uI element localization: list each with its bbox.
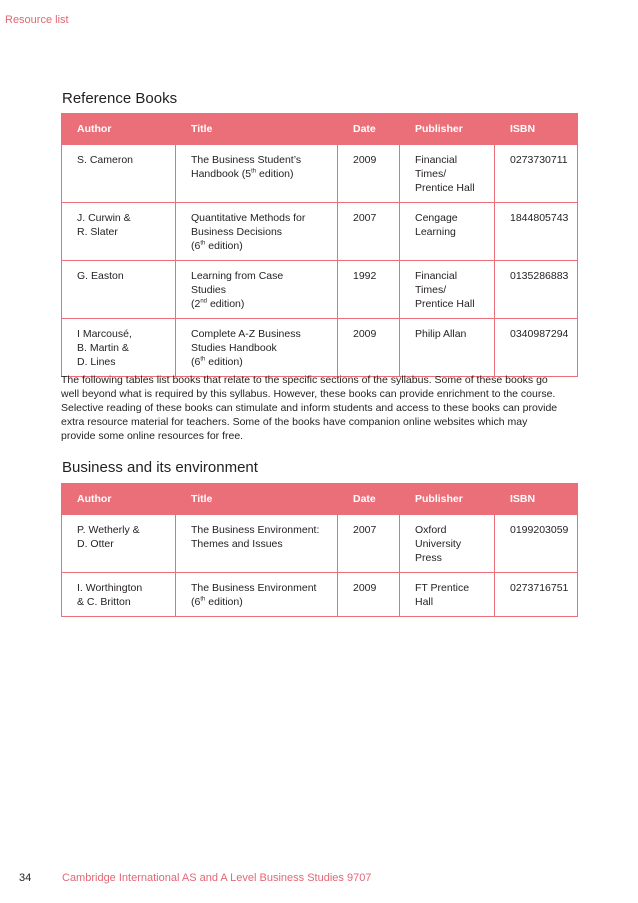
publisher-line: Times/ (415, 168, 447, 180)
title-line (191, 283, 333, 297)
page-number: 34 (19, 872, 32, 884)
paragraph-line: well beyond what is required by this syllabus. However, these books can provide enrichment to the course. (61, 388, 556, 400)
table-row (62, 203, 578, 261)
author-line: B. Martin & (77, 342, 129, 354)
paragraph-line: The following tables list books that relate to the specific sections of the syllabus. Some of these books go (61, 374, 548, 386)
footer-publication-title: Cambridge International AS and A Level Business Studies 9707 (62, 872, 372, 884)
edition-ordinal: th (251, 168, 257, 175)
title-text: The Business Student’s (191, 154, 302, 166)
title-line (191, 297, 333, 311)
author-line: P. Wetherly & (77, 524, 140, 536)
date-cell: 2007 (338, 515, 400, 573)
title-line (191, 153, 333, 167)
title-text-after: edition) (205, 356, 243, 368)
title-text-after: edition) (205, 596, 243, 608)
table-row (62, 319, 578, 377)
isbn-cell: 1844805743 (495, 203, 578, 261)
column-header: Date (338, 484, 400, 515)
date-cell: 2009 (338, 573, 400, 617)
publisher-line: Oxford (415, 524, 447, 536)
title-cell (176, 319, 338, 377)
author-cell (62, 319, 176, 377)
title-cell (176, 573, 338, 617)
author-cell (62, 145, 176, 203)
isbn-cell: 0135286883 (495, 261, 578, 319)
column-header: Publisher (400, 484, 495, 515)
column-header: Date (338, 114, 400, 145)
table-header-row (62, 114, 578, 145)
paragraph-line: extra resource material for teachers. Some of the books have companion online websites which may (61, 416, 528, 428)
publisher-line: Financial (415, 270, 458, 282)
author-cell (62, 203, 176, 261)
column-header: Author (62, 114, 176, 145)
publisher-cell (400, 203, 495, 261)
publisher-line: Prentice Hall (415, 182, 475, 194)
reference-books-table (61, 113, 578, 377)
title-cell (176, 515, 338, 573)
title-text: (6 (191, 240, 201, 252)
edition-ordinal: nd (200, 298, 208, 305)
title-text: Studies Handbook (191, 342, 277, 354)
publisher-line: Financial (415, 154, 458, 166)
title-text: The Business Environment (191, 582, 317, 594)
publisher-line: Learning (415, 226, 456, 238)
edition-ordinal: th (200, 240, 206, 247)
paragraph-line: Selective reading of these books can stimulate and inform students and access to these books can provide (61, 402, 558, 414)
title-cell (176, 145, 338, 203)
publisher-cell (400, 261, 495, 319)
paragraph-line: provide some online resources for free. (61, 430, 244, 442)
title-text: Business Decisions (191, 226, 283, 238)
publisher-line: Cengage (415, 212, 458, 224)
title-line (191, 581, 333, 595)
publisher-line: FT Prentice (415, 582, 470, 594)
title-line (191, 595, 333, 609)
title-text: Complete A-Z Business (191, 328, 301, 340)
table-row (62, 145, 578, 203)
publisher-cell (400, 515, 495, 573)
column-header: ISBN (495, 484, 578, 515)
author-line: D. Otter (77, 538, 114, 550)
title-line (191, 327, 333, 341)
title-text: (6 (191, 356, 201, 368)
publisher-line: Prentice Hall (415, 298, 475, 310)
publisher-line: Hall (415, 596, 434, 608)
section-title-business-environment: Business and its environment (62, 459, 258, 476)
title-text: Handbook (5 (191, 168, 252, 180)
isbn-cell: 0273716751 (495, 573, 578, 617)
title-line (191, 167, 333, 181)
author-line: I. Worthington (77, 582, 143, 594)
title-line (191, 225, 333, 239)
publisher-line: Press (415, 552, 442, 564)
author-cell (62, 515, 176, 573)
title-text: Studies (191, 284, 227, 296)
date-cell: 2009 (338, 145, 400, 203)
isbn-cell: 0273730711 (495, 145, 578, 203)
title-line (191, 239, 333, 253)
title-line (191, 341, 333, 355)
publisher-line: University (415, 538, 462, 550)
title-line (191, 537, 333, 551)
title-text-after: edition) (256, 168, 294, 180)
title-cell (176, 261, 338, 319)
title-text: (6 (191, 596, 201, 608)
title-text-after: edition) (205, 240, 243, 252)
column-header: Publisher (400, 114, 495, 145)
author-line: & C. Britton (77, 596, 131, 608)
publisher-cell (400, 145, 495, 203)
date-cell: 1992 (338, 261, 400, 319)
column-header: ISBN (495, 114, 578, 145)
title-line (191, 211, 333, 225)
author-line: D. Lines (77, 356, 116, 368)
running-head: Resource list (5, 14, 69, 26)
isbn-cell: 0340987294 (495, 319, 578, 377)
business-environment-table (61, 483, 578, 617)
publisher-cell (400, 319, 495, 377)
table-header-row (62, 484, 578, 515)
date-cell: 2007 (338, 203, 400, 261)
edition-ordinal: th (200, 596, 206, 603)
title-line (191, 523, 333, 537)
author-line: G. Easton (77, 270, 124, 282)
title-text: Themes and Issues (191, 538, 283, 550)
author-line: S. Cameron (77, 154, 134, 166)
section-title-reference-books: Reference Books (62, 90, 178, 107)
author-line: R. Slater (77, 226, 118, 238)
publisher-line: Times/ (415, 284, 447, 296)
column-header: Title (176, 484, 338, 515)
title-text: Quantitative Methods for (191, 212, 306, 224)
table-row (62, 515, 578, 573)
title-cell (176, 203, 338, 261)
title-line (191, 355, 333, 369)
date-cell: 2009 (338, 319, 400, 377)
author-cell (62, 573, 176, 617)
column-header: Author (62, 484, 176, 515)
title-text: (2 (191, 298, 201, 310)
intro-paragraph (61, 373, 581, 443)
author-line: I Marcousé, (77, 328, 132, 340)
publisher-cell (400, 573, 495, 617)
title-text-after: edition) (207, 298, 245, 310)
title-text: Learning from Case (191, 270, 284, 282)
author-cell (62, 261, 176, 319)
column-header: Title (176, 114, 338, 145)
author-line: J. Curwin & (77, 212, 131, 224)
edition-ordinal: th (200, 356, 206, 363)
title-line (191, 269, 333, 283)
isbn-cell: 0199203059 (495, 515, 578, 573)
table-row (62, 573, 578, 617)
title-text: The Business Environment: (191, 524, 320, 536)
table-row (62, 261, 578, 319)
publisher-line: Philip Allan (415, 328, 467, 340)
